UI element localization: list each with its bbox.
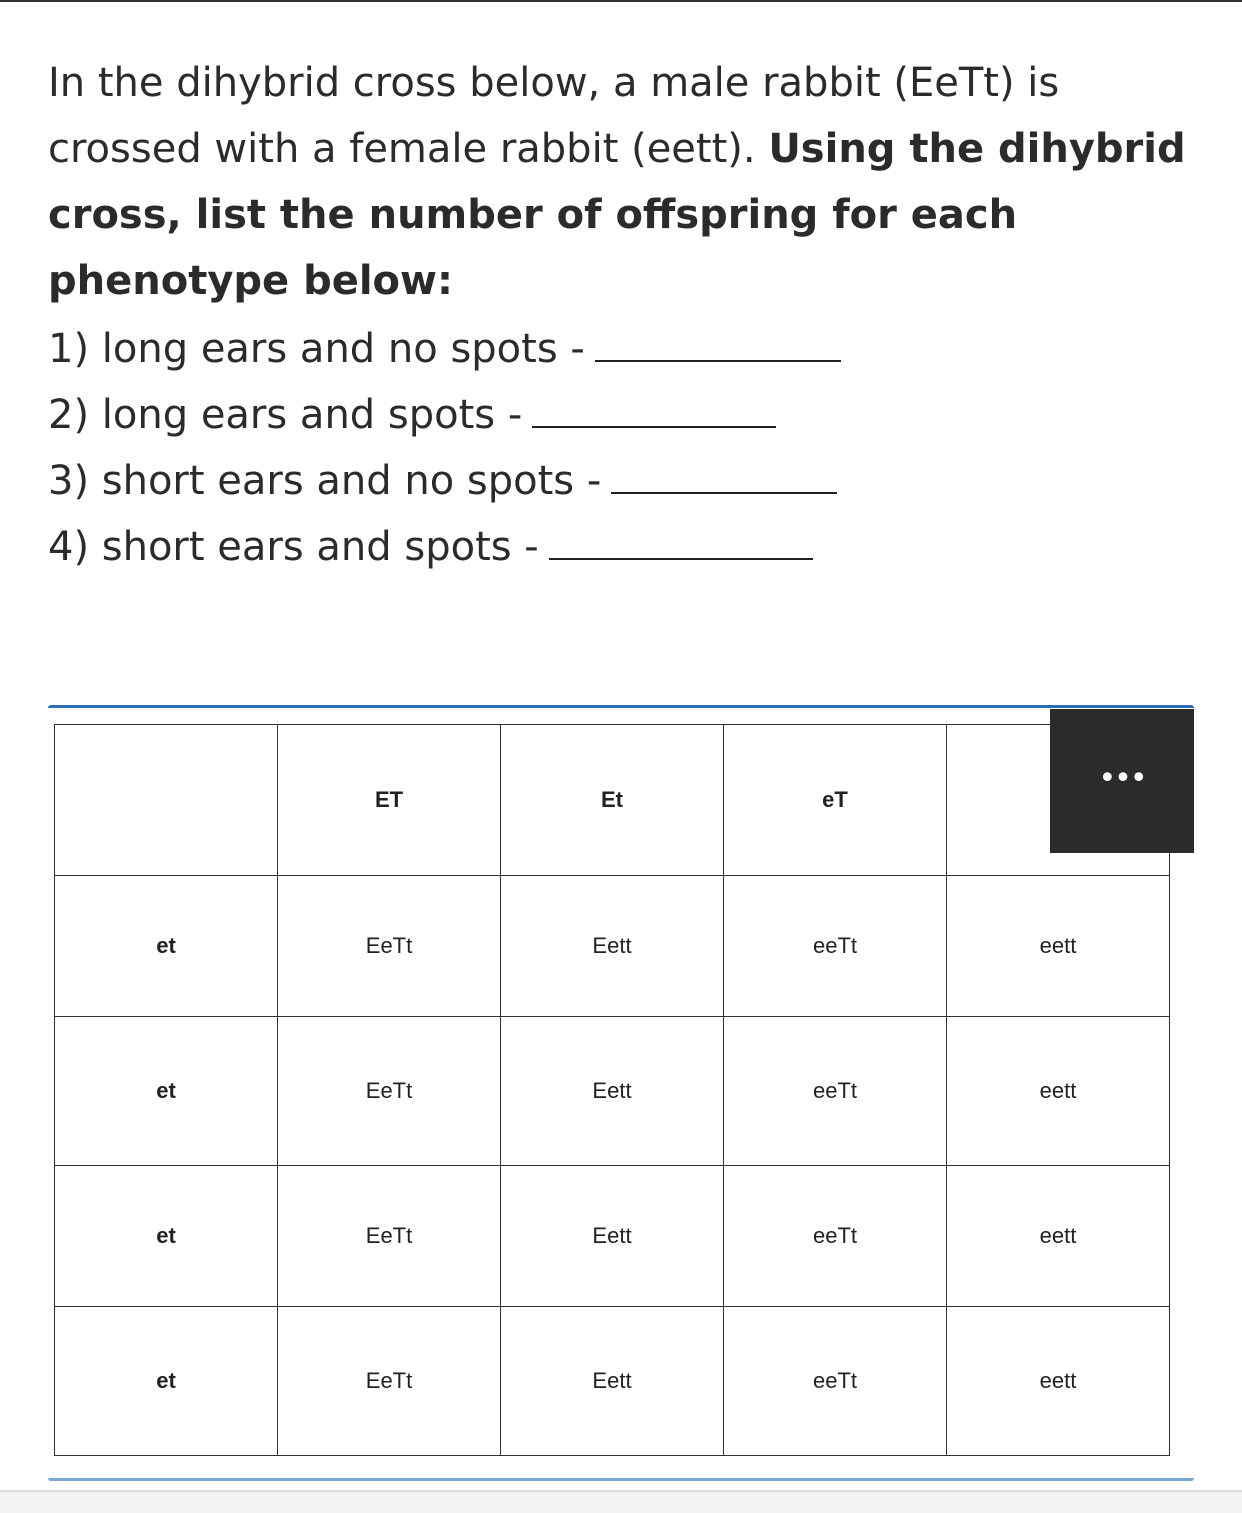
answer-blank (532, 396, 776, 428)
more-options-icon: ••• (1098, 761, 1146, 796)
punnett-row (55, 1166, 1170, 1307)
top-divider (0, 0, 1242, 2)
phenotype-item (48, 382, 841, 448)
question-intro: In the dihybrid cross below, a male rabbit (EeTt) is crossed with a female rabbit (eett). (48, 60, 1060, 172)
genotype-cell: EeTt (278, 1017, 501, 1166)
question-text (48, 50, 1208, 314)
column-header: ET (278, 725, 501, 876)
punnett-row (55, 1307, 1170, 1456)
genotype-cell: Eett (501, 1017, 724, 1166)
punnett-square (54, 724, 1170, 1456)
phenotype-label: 4) short ears and spots - (48, 524, 539, 570)
phenotype-item (48, 448, 841, 514)
phenotype-item (48, 514, 841, 580)
genotype-cell: eeTt (724, 1166, 947, 1307)
corner-cell (55, 725, 278, 876)
column-header: eT (724, 725, 947, 876)
row-header: et (55, 1017, 278, 1166)
genotype-cell: EeTt (278, 1166, 501, 1307)
punnett-row (55, 876, 1170, 1017)
genotype-cell: EeTt (278, 876, 501, 1017)
row-header: et (55, 876, 278, 1017)
genotype-cell: eeTt (724, 1307, 947, 1456)
genotype-cell: eett (947, 1166, 1170, 1307)
row-header: et (55, 1166, 278, 1307)
genotype-cell: Eett (501, 1307, 724, 1456)
genotype-cell: eeTt (724, 1017, 947, 1166)
genotype-cell: eett (947, 876, 1170, 1017)
more-options-button[interactable] (1050, 709, 1194, 853)
answer-blank (549, 528, 813, 560)
genotype-cell: eeTt (724, 876, 947, 1017)
genotype-cell: Eett (501, 876, 724, 1017)
row-header: et (55, 1307, 278, 1456)
genotype-cell: EeTt (278, 1307, 501, 1456)
answer-blank (595, 330, 841, 362)
phenotype-list (48, 316, 841, 580)
bottom-bar (0, 1490, 1242, 1513)
question-instruction: Using the dihybrid cross, list the number of offspring for each phenotype below: (48, 126, 1186, 304)
phenotype-label: 1) long ears and no spots - (48, 326, 585, 372)
phenotype-label: 3) short ears and no spots - (48, 458, 602, 504)
column-header: Et (501, 725, 724, 876)
punnett-header-row (55, 725, 1170, 876)
genotype-cell: eett (947, 1307, 1170, 1456)
genotype-cell: eett (947, 1017, 1170, 1166)
phenotype-label: 2) long ears and spots - (48, 392, 523, 438)
punnett-row (55, 1017, 1170, 1166)
genotype-cell: Eett (501, 1166, 724, 1307)
phenotype-item (48, 316, 841, 382)
answer-blank (611, 462, 837, 494)
